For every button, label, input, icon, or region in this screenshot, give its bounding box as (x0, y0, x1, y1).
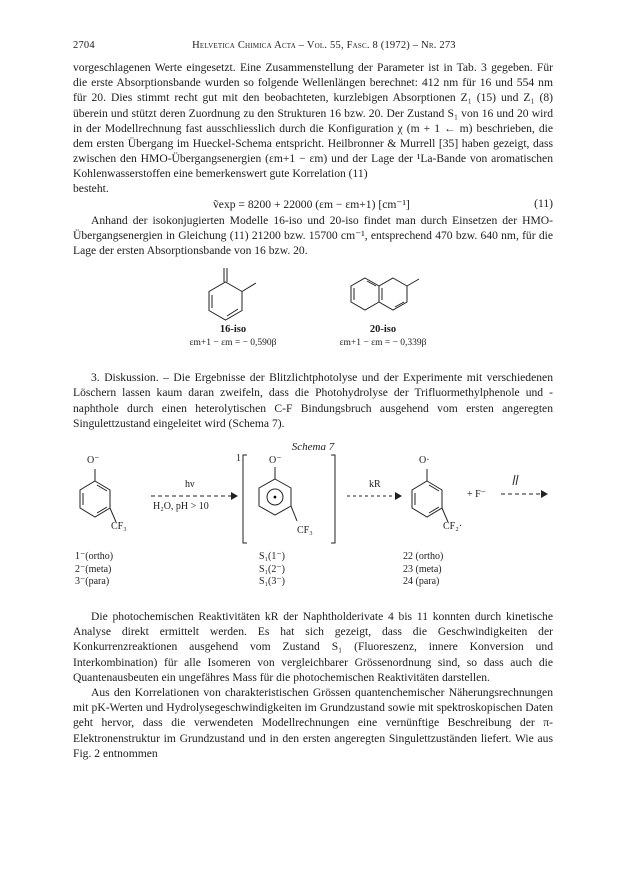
label-23: 23 (meta) (403, 563, 442, 575)
paragraph-5: Aus den Korrelationen von charakteristischen Grössen quantenchemischer Näherungsrechnungen mit pK-Werten und Hydrolysegeschwindigkeiten im Grundzustand sowie mit spektroskopischen Daten geht hervor, dass die verwendeten Modellrechnungen eine vernünftige Beschreibung der π-Elektronenstruktur im Grundzustand und in den ersten angeregten Singulettzuständen liefert. Wie aus Fig. 2 entnommen (73, 686, 553, 760)
svg-text:•: • (272, 492, 278, 504)
page (73, 40, 553, 761)
hv-label: hν (185, 479, 195, 491)
running-header (73, 40, 553, 51)
paragraph-1: vorgeschlagenen Werte eingesetzt. Eine Zusammenstellung der Parameter ist in Tab. 3 gegeben. Für die erste Absorptionsbande wurden so folgende Wellenlängen berechnet: 412 nm für 16 und 554 nm für 20. Dies stimmt recht gut mit den beobachteten, kurzlebigen Absorptionen Z₁ (15) und Z₁ (8) überein und stützt deren Zuordnung zu den Strukturen 16 bzw. 20. Der Zustand S₁ von 16 und 20 wird in der Modellrechnung fast ausschliesslich durch die Konfiguration χ (m + 1 ← m) beschrieben, die dem ersten Übergang im Hueckel-Schema entspricht. Heilbronner & Murrell [35] haben gezeigt, dass zwischen den HMO-Übergangsenergien (εm+1 − εm) und der Lage der ¹La-Bande von aromatischen Kohlenwasserstoffen eine bemerkenswert gute Korrelation (11) (73, 61, 553, 181)
label-24: 24 (para) (403, 576, 440, 588)
model-label: 20-iso (369, 324, 397, 336)
excited-o-minus: O⁻ (269, 455, 282, 467)
arrow-photolysis (149, 491, 239, 501)
equation-number: (11) (534, 196, 553, 210)
scheme-title: Schema 7 (291, 441, 335, 454)
conditions-label: H₂O, pH > 10 (153, 501, 209, 513)
scheme-7 (73, 455, 553, 605)
caption-16-iso (163, 324, 303, 348)
journal-title: Helvetica Chimica Acta – Vol. 55, Fasc. 8 (1972) – Nr. 273 (192, 40, 456, 51)
equation-line (73, 181, 553, 211)
label-s1-3: S₁(3⁻) (259, 576, 285, 588)
arrow-kr (345, 491, 405, 501)
caption-20-iso (313, 324, 453, 348)
model-energy: εm+1 − εm = − 0,590β (189, 338, 277, 349)
product-o-radical: O· (419, 455, 430, 467)
reactant-cf3: CF₃ (111, 521, 127, 533)
product-cf2: CF₂· (443, 521, 463, 533)
label-3: 3⁻(para) (75, 576, 110, 588)
paragraph-2: Anhand der isokonjugierten Modelle 16-iso und 20-iso findet man durch Einsetzen der HMO-Übergangsenergien in Gleichung (11) 21200 bzw. 15700 cm⁻¹, entsprechend 470 bzw. 640 nm, für die Lage der ersten Absorptionsbande von 16 bzw. 20. (73, 213, 553, 258)
paragraph-1-end: besteht. (73, 181, 109, 195)
singlet-superscript: 1 (236, 453, 241, 465)
equation-11: ṽexp = 8200 + 22000 (εm − εm+1) [cm⁻¹] (213, 197, 410, 211)
structure-20-iso (343, 266, 423, 330)
excited-state-ring (241, 453, 341, 549)
page-number: 2704 (73, 40, 95, 51)
model-structures (73, 262, 553, 360)
product-labels (403, 551, 443, 589)
model-energy: εm+1 − εm = − 0,339β (339, 338, 427, 349)
label-22: 22 (ortho) (403, 551, 444, 563)
arrow-to-product (491, 473, 551, 503)
excited-cf3: CF₃ (297, 525, 313, 537)
model-label: 16-iso (219, 324, 247, 336)
label-s1-2: S₁(2⁻) (259, 563, 285, 575)
reactant-labels (75, 551, 113, 589)
structure-16-iso (198, 262, 268, 326)
excited-labels (259, 551, 285, 589)
paragraph-3: 3. Diskussion. – Die Ergebnisse der Blitzlichtphotolyse und der Experimente mit verschiedenen Löschern lassen kaum daran zweifeln, dass die Photohydrolyse der Trifluormethylphenole und -naphthole durch einen heterolytischen C-F Bindungsbruch ausgehend vom ersten angeregten Singulettzustand eingeleitet wird (Schema 7). (73, 371, 553, 430)
label-2: 2⁻(meta) (75, 563, 112, 575)
reactant-o-minus: O⁻ (87, 455, 100, 467)
kr-label: kR (369, 479, 381, 491)
fluoride-label: + F⁻ (467, 489, 486, 501)
label-s1-1: S₁(1⁻) (259, 551, 285, 563)
label-1: 1⁻(ortho) (75, 551, 114, 563)
paragraph-4: Die photochemischen Reaktivitäten kR der Naphtholderivate 4 bis 11 konnten durch kinetische Analyse direkt ermittelt werden. Es hat sich gezeigt, dass die Geschwindigkeiten der Konkurrenzreaktionen ausgehend vom Zustand S₁ (Fluoreszenz, innere Konversion und Interkombination) für alle Isomeren von vergleichbarer Grössenordnung sind, so dass auch die Quantenausbeuten ein ungefähres Mass für die photochemischen Reaktivitäten darstellen. (73, 610, 553, 684)
